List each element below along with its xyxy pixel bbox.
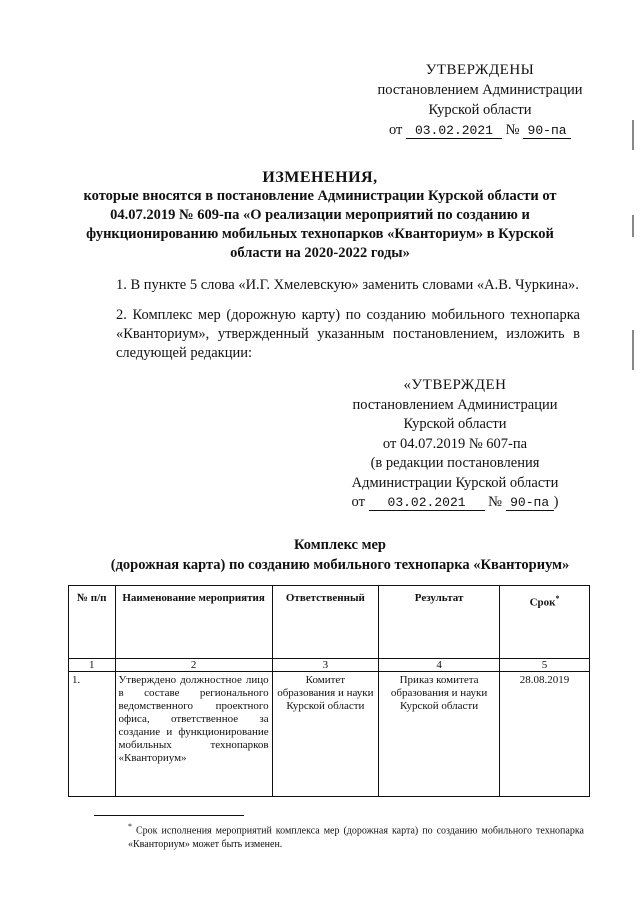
row-num: 1. <box>69 672 116 797</box>
approval-number: 90-па <box>523 123 571 139</box>
header-responsible: Ответственный <box>272 586 378 659</box>
edition-line-5: Администрации Курской области <box>351 474 559 491</box>
approval-date-line <box>360 120 600 140</box>
col-number-4: 4 <box>379 659 500 672</box>
col-number-5: 5 <box>500 659 590 672</box>
scan-edge-mark <box>632 330 634 370</box>
measures-table <box>68 585 590 797</box>
paragraph-2 <box>80 306 580 363</box>
table-row <box>69 672 590 797</box>
row-responsible: Комитет образования и науки Курской области <box>272 672 378 797</box>
edition-block <box>325 376 585 513</box>
edition-date-prefix: от <box>351 494 365 510</box>
edition-line-3: от 04.07.2019 № 607-па <box>382 435 528 452</box>
document-subtitle: которые вносятся в постановление Администрации Курской области от 04.07.2019 № 609-па «О реализации мероприятий по созданию и функционированию мобильных технопарков «Кванториум» в Курской области на 2020-2022 годы» <box>83 188 557 261</box>
header-result: Результат <box>379 586 500 659</box>
header-deadline-label: Срок <box>529 596 556 609</box>
edition-line-4: (в редакции постановления <box>370 455 540 471</box>
complex-title: Комплекс мер <box>294 537 386 553</box>
scan-edge-mark <box>632 120 634 150</box>
paragraph-1-text: 1. В пункте 5 слова «И.Г. Хмелевскую» заменить словами «А.В. Чуркина». <box>116 277 579 293</box>
approval-line-1: постановлением Администрации <box>377 82 583 98</box>
approval-date-prefix: от <box>388 122 403 138</box>
header-num: № п/п <box>69 586 116 659</box>
col-number-2: 2 <box>115 659 272 672</box>
row-deadline: 28.08.2019 <box>500 672 590 797</box>
footnote-text: Срок исполнения мероприятий комплекса мер (дорожная карта) по созданию мобильного технопарка «Кванториум» может быть изменен. <box>128 825 584 851</box>
edition-number-prefix: № <box>488 494 503 510</box>
edition-number: 90-па <box>506 495 554 511</box>
header-name: Наименование мероприятия <box>115 586 272 659</box>
header-deadline-mark: * <box>555 594 560 603</box>
header-deadline <box>500 586 590 659</box>
scan-edge-mark <box>632 215 634 237</box>
document-heading <box>60 168 580 263</box>
edition-date-line <box>325 493 585 513</box>
row-result: Приказ комитета образования и науки Курской области <box>379 672 500 797</box>
complex-subtitle: (дорожная карта) по созданию мобильного технопарка «Кванториум» <box>110 557 570 573</box>
complex-heading <box>60 535 620 575</box>
approval-number-prefix: № <box>505 122 520 138</box>
table-header-row <box>69 586 590 659</box>
col-number-1: 1 <box>69 659 116 672</box>
document-title: ИЗМЕНЕНИЯ, <box>262 169 378 186</box>
row-name: Утверждено должностное лицо в составе регионального ведомственного проектного офиса, ответственное за создание и функционирование мобильных технопарков «Кванториум» <box>115 672 272 797</box>
paragraph-2-text: 2. Комплекс мер (дорожную карту) по созданию мобильного технопарка «Кванториум», утвержденный указанным постановлением, изложить в следующей редакции: <box>116 307 580 361</box>
edition-line-1: постановлением Администрации <box>352 396 558 413</box>
paragraph-1 <box>80 276 580 295</box>
column-number-row <box>69 659 590 672</box>
approval-block <box>360 60 600 140</box>
approval-date: 03.02.2021 <box>406 123 502 139</box>
edition-title: «УТВЕРЖДЕН <box>403 377 507 393</box>
footnote-divider <box>94 815 244 816</box>
edition-closing: ) <box>553 494 559 510</box>
col-number-3: 3 <box>272 659 378 672</box>
footnote <box>94 820 584 852</box>
edition-date: 03.02.2021 <box>369 495 485 511</box>
approval-line-2: Курской области <box>428 102 532 118</box>
approval-title: УТВЕРЖДЕНЫ <box>425 62 535 78</box>
footnote-mark: * <box>128 822 132 831</box>
edition-line-2: Курской области <box>403 416 507 432</box>
